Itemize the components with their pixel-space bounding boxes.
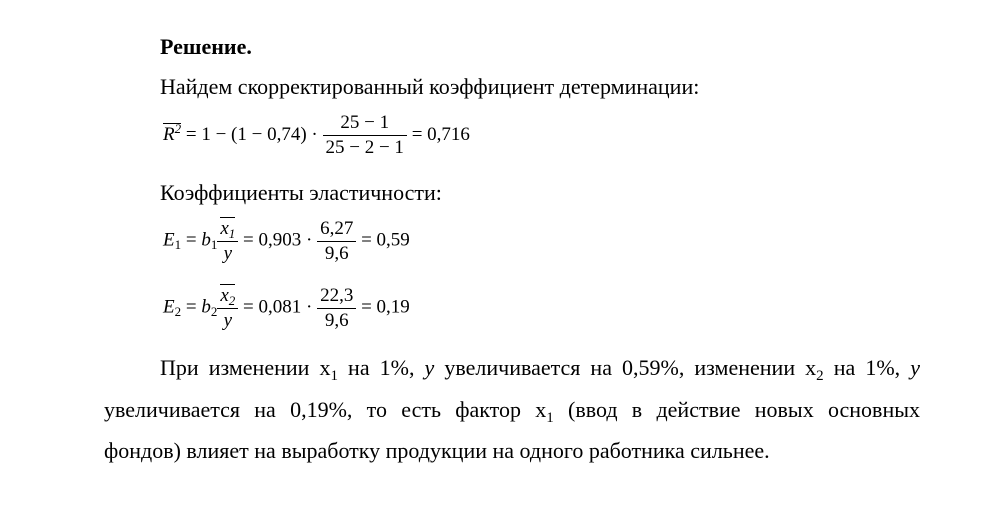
formula-adjusted-r2 xyxy=(163,112,470,159)
r2-result: = 0,716 xyxy=(406,123,470,145)
formula-e2: $E_2 = b_2$ $\frac{x_2}{y}$ = 0,081 · $\frac{22,3}{9,6}$ = 0,19 xyxy=(163,284,410,331)
conclusion-line-1: При изменении $x_1$ на 1%, y увеличивается на 0,59%, изменении $x_2$ на 1%, y xyxy=(160,355,920,384)
r2-expression: = 1 − (1 − 0,74) · xyxy=(181,123,323,145)
elasticity-title: Коэффициенты эластичности: xyxy=(160,180,442,205)
solution-heading: Решение. xyxy=(160,34,252,59)
e2-result: = 0,19 xyxy=(356,296,410,318)
r2-fraction: $\frac{25 - 1}{25 - 2 - 1}$ xyxy=(323,112,407,159)
e1-mean-fraction: $\frac{x_1}{y}$ xyxy=(217,217,238,265)
conclusion-line-3: фондов) влияет на выработку продукции на одного работника сильнее. xyxy=(104,438,770,463)
r2-symbol: $R^2$ xyxy=(163,120,182,145)
intro-text: Найдем скорректированный коэффициент детерминации: xyxy=(160,74,700,99)
e2-value-fraction: $\frac{22,3}{9,6}$ xyxy=(317,285,356,332)
formula-e1: $E_1 = b_1$ $\frac{x_1}{y}$ = 0,903 · $\frac{6,27}{9,6}$ = 0,59 xyxy=(163,217,410,264)
e1-value-fraction: $\frac{6,27}{9,6}$ xyxy=(317,218,356,265)
e2-mean-fraction: $\frac{x_2}{y}$ xyxy=(217,284,238,332)
e1-result: = 0,59 xyxy=(356,229,410,251)
conclusion-line-2: увеличивается на 0,19%, то есть фактор $x_1$ (ввод в действие новых основных xyxy=(104,397,920,426)
